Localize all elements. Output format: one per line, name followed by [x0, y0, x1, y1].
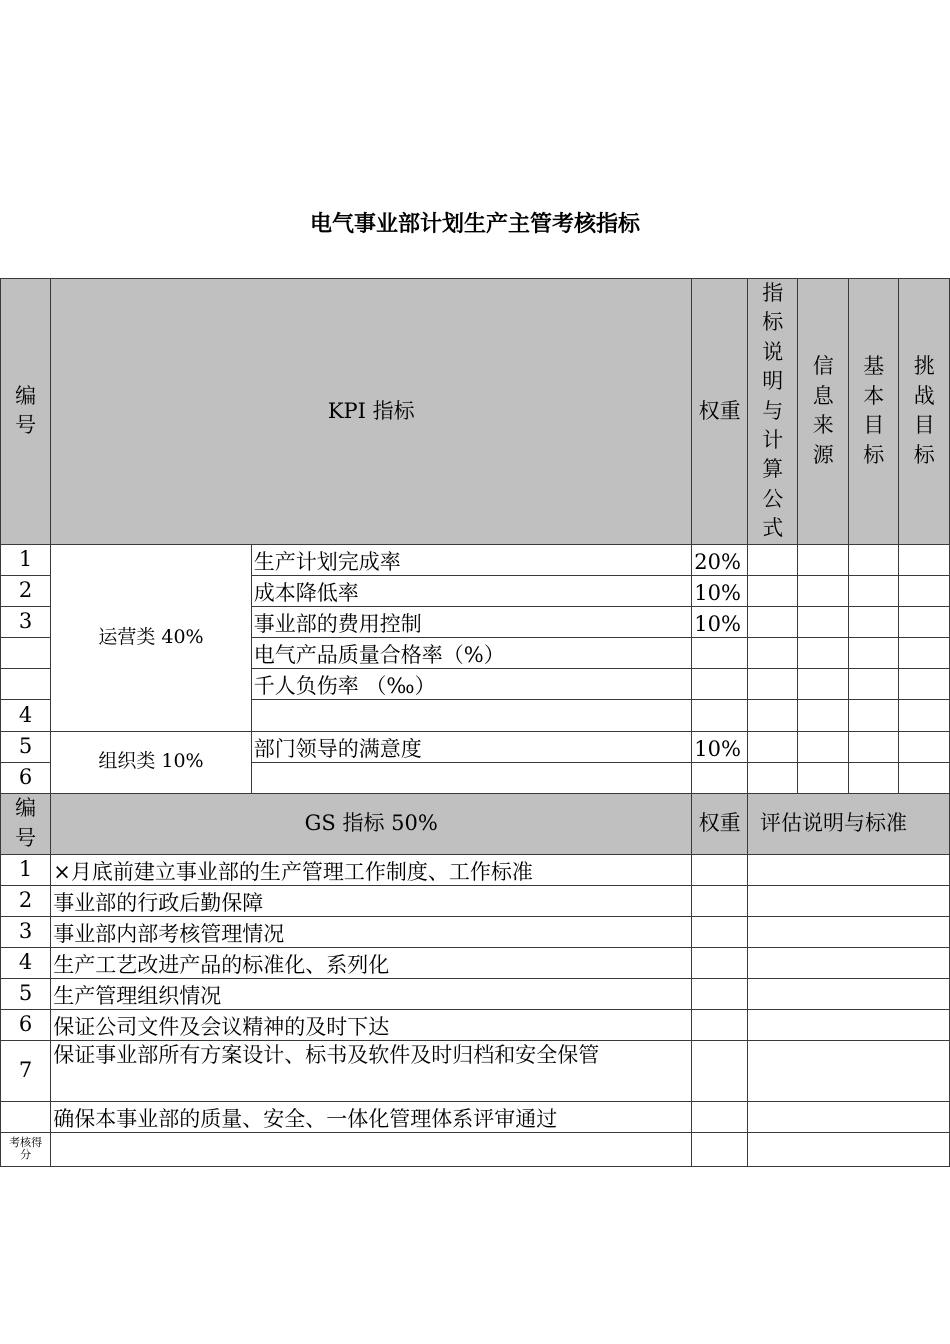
gs-row-weight [692, 916, 748, 947]
gs-row-weight [692, 1101, 748, 1132]
kpi-row-source [798, 762, 849, 793]
kpi-row-name: 千人负伤率 （‰） [251, 668, 692, 699]
kpi-row-weight [692, 699, 748, 731]
gs-row-eval [747, 1101, 949, 1132]
gs-name-header: GS 指标 50% [51, 793, 692, 854]
kpi-row-basic [848, 575, 899, 606]
basic-target-header: 基本目标 [848, 279, 899, 545]
kpi-row-weight: 10% [692, 575, 748, 606]
kpi-row-id: 4 [1, 699, 51, 731]
gs-row-eval [747, 947, 949, 978]
kpi-row-challenge [899, 699, 950, 731]
kpi-category-operations: 运营类 40% [51, 544, 252, 731]
kpi-row-basic [848, 699, 899, 731]
gs-row-weight [692, 885, 748, 916]
gs-weight-header: 权重 [692, 793, 748, 854]
kpi-row-id: 5 [1, 731, 51, 762]
kpi-row-weight [692, 762, 748, 793]
kpi-id-header: 编号 [1, 279, 51, 545]
gs-id-header: 编号 [1, 793, 51, 854]
kpi-row-name: 事业部的费用控制 [251, 606, 692, 637]
gs-row-weight [692, 854, 748, 885]
score-weight [692, 1132, 748, 1166]
kpi-row-basic [848, 731, 899, 762]
gs-row-id: 6 [1, 1009, 51, 1040]
gs-row-weight [692, 978, 748, 1009]
kpi-row-formula [747, 699, 798, 731]
gs-row-id: 1 [1, 854, 51, 885]
gs-row-eval [747, 916, 949, 947]
gs-row-weight [692, 1040, 748, 1101]
gs-row-eval [747, 978, 949, 1009]
gs-eval-header: 评估说明与标准 [747, 793, 949, 854]
score-label: 考核得分 [1, 1132, 51, 1166]
kpi-row-name: 部门领导的满意度 [251, 731, 692, 762]
gs-row-name: 确保本事业部的质量、安全、一体化管理体系评审通过 [51, 1101, 692, 1132]
kpi-row-challenge [899, 762, 950, 793]
gs-row-eval [747, 885, 949, 916]
kpi-row-formula [747, 668, 798, 699]
kpi-weight-header: 权重 [692, 279, 748, 545]
source-header: 信息来源 [798, 279, 849, 545]
gs-row-name: 生产工艺改进产品的标准化、系列化 [51, 947, 692, 978]
kpi-row-challenge [899, 544, 950, 575]
score-value [51, 1132, 692, 1166]
score-eval [747, 1132, 949, 1166]
gs-row-name: 保证公司文件及会议精神的及时下达 [51, 1009, 692, 1040]
kpi-row-basic [848, 637, 899, 668]
kpi-row-id [1, 668, 51, 699]
kpi-row-formula [747, 606, 798, 637]
kpi-row-source [798, 668, 849, 699]
kpi-row-formula [747, 544, 798, 575]
gs-row-eval [747, 854, 949, 885]
kpi-row-name [251, 762, 692, 793]
kpi-row-name: 成本降低率 [251, 575, 692, 606]
kpi-row-challenge [899, 731, 950, 762]
gs-row-name: ×月底前建立事业部的生产管理工作制度、工作标准 [51, 854, 692, 885]
kpi-row-basic [848, 544, 899, 575]
kpi-category-organization: 组织类 10% [51, 731, 252, 793]
kpi-row-basic [848, 762, 899, 793]
kpi-row-basic [848, 606, 899, 637]
kpi-row-id: 2 [1, 575, 51, 606]
kpi-row-name [251, 699, 692, 731]
page-title: 电气事业部计划生产主管考核指标 [309, 212, 640, 237]
kpi-row-source [798, 699, 849, 731]
gs-row-id: 3 [1, 916, 51, 947]
formula-header: 指标说明与计算公式 [747, 279, 798, 545]
kpi-row-id: 3 [1, 606, 51, 637]
kpi-name-header: KPI 指标 [51, 279, 692, 545]
kpi-row-basic [848, 668, 899, 699]
kpi-row-source [798, 544, 849, 575]
kpi-assessment-table [0, 278, 950, 1167]
kpi-row-source [798, 637, 849, 668]
kpi-row-name: 生产计划完成率 [251, 544, 692, 575]
kpi-row-challenge [899, 606, 950, 637]
kpi-row-formula [747, 637, 798, 668]
gs-row-eval [747, 1009, 949, 1040]
kpi-row-source [798, 606, 849, 637]
gs-row-weight [692, 947, 748, 978]
kpi-row-name: 电气产品质量合格率（%） [251, 637, 692, 668]
kpi-row-weight [692, 668, 748, 699]
gs-row-name: 事业部内部考核管理情况 [51, 916, 692, 947]
kpi-row-weight [692, 637, 748, 668]
kpi-row-formula [747, 762, 798, 793]
gs-row-weight [692, 1009, 748, 1040]
gs-row-id: 2 [1, 885, 51, 916]
kpi-row-challenge [899, 668, 950, 699]
gs-row-name: 生产管理组织情况 [51, 978, 692, 1009]
kpi-row-source [798, 731, 849, 762]
kpi-row-weight: 10% [692, 606, 748, 637]
kpi-row-formula [747, 575, 798, 606]
gs-row-id: 5 [1, 978, 51, 1009]
gs-row-name: 事业部的行政后勤保障 [51, 885, 692, 916]
gs-row-eval [747, 1040, 949, 1101]
kpi-row-weight: 20% [692, 544, 748, 575]
kpi-row-formula [747, 731, 798, 762]
gs-row-id [1, 1101, 51, 1132]
kpi-row-id: 1 [1, 544, 51, 575]
kpi-row-weight: 10% [692, 731, 748, 762]
gs-row-id: 4 [1, 947, 51, 978]
gs-row-name: 保证事业部所有方案设计、标书及软件及时归档和安全保管 [51, 1040, 692, 1101]
kpi-row-challenge [899, 575, 950, 606]
kpi-row-id: 6 [1, 762, 51, 793]
kpi-row-challenge [899, 637, 950, 668]
challenge-target-header: 挑战目标 [899, 279, 950, 545]
gs-row-id: 7 [1, 1040, 51, 1101]
kpi-row-source [798, 575, 849, 606]
kpi-row-id [1, 637, 51, 668]
